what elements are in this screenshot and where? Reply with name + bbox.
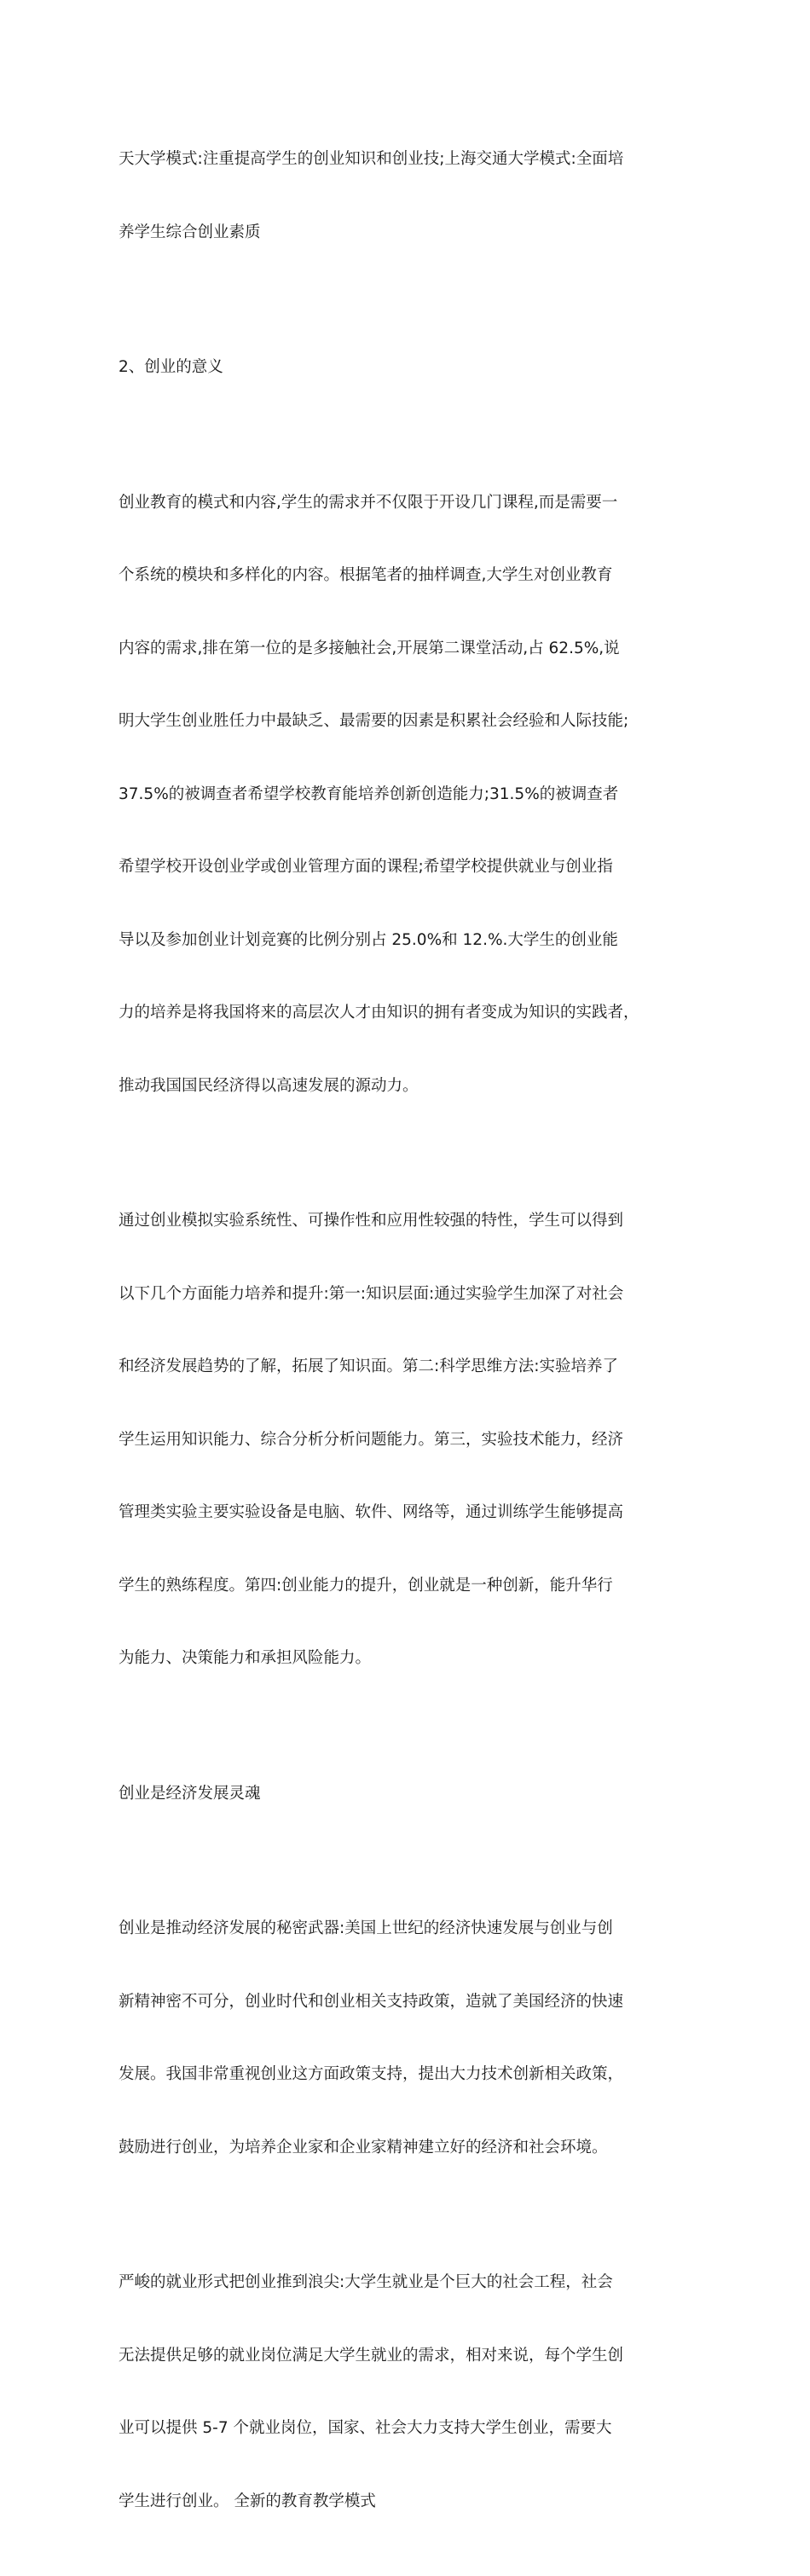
text-line: 创业是经济发展灵魂 (119, 1784, 261, 1803)
text-line: 内容的需求,排在第一位的是多接触社会,开展第二课堂活动,占 62.5%,说 (119, 639, 620, 657)
text-line: 无法提供足够的就业岗位满足大学生就业的需求，相对来说，每个学生创 (119, 2346, 624, 2365)
paragraph-university-models (119, 99, 707, 293)
text-line: 明大学生创业胜任力中最缺乏、最需要的因素是积累社会经验和人际技能; (119, 712, 629, 730)
paragraph-simulation-experiment (119, 1161, 707, 1720)
text-line: 通过创业模拟实验系统性、可操作性和应用性较强的特性，学生可以得到 (119, 1212, 624, 1230)
text-line: 创业教育的模式和内容,学生的需求并不仅限于开设几门课程,而是需要一 (119, 493, 618, 512)
text-line: 管理类实验主要实验设备是电脑、软件、网络等，通过训练学生能够提高 (119, 1503, 624, 1521)
text-line: 学生的熟练程度。第四:创业能力的提升，创业就是一种创新，能升华行 (119, 1576, 613, 1595)
text-line: 天大学模式:注重提高学生的创业知识和创业技;上海交通大学模式:全面培 (119, 150, 624, 168)
text-line: 学生运用知识能力、综合分析分析问题能力。第三，实验技术能力，经济 (119, 1430, 624, 1449)
text-line: 37.5%的被调查者希望学校教育能培养创新创造能力;31.5%的被调查者 (119, 784, 619, 803)
section-heading-economic-soul (119, 1734, 707, 1855)
text-line: 2、创业的意义 (119, 358, 223, 376)
section-heading-significance (119, 307, 707, 429)
text-line: 以下几个方面能力培养和提升:第一:知识层面:通过实验学生加深了对社会 (119, 1284, 624, 1303)
paragraph-education-content (119, 443, 707, 1148)
text-line: 学生进行创业。 全新的教育教学模式 (119, 2492, 376, 2510)
text-line: 和经济发展趋势的了解，拓展了知识面。第二:科学思维方法:实验培养了 (119, 1357, 618, 1375)
text-line: 养学生综合创业素质 (119, 223, 261, 241)
text-line: 业可以提供 5-7 个就业岗位，国家、社会大力支持大学生创业，需要大 (119, 2419, 612, 2437)
text-line: 严峻的就业形式把创业推到浪尖:大学生就业是个巨大的社会工程，社会 (119, 2273, 613, 2291)
text-line: 个系统的模块和多样化的内容。根据笔者的抽样调查,大学生对创业教育 (119, 566, 613, 584)
text-line: 力的培养是将我国将来的高层次人才由知识的拥有者变成为知识的实践者， (119, 1004, 639, 1022)
text-line: 导以及参加创业计划竞赛的比例分别占 25.0%和 12.%.大学生的创业能 (119, 930, 618, 949)
text-line: 新精神密不可分，创业时代和创业相关支持政策，造就了美国经济的快速 (119, 1992, 624, 2011)
text-line: 希望学校开设创业学或创业管理方面的课程;希望学校提供就业与创业指 (119, 858, 613, 876)
text-line: 为能力、决策能力和承担风险能力。 (119, 1649, 372, 1667)
paragraph-employment-situation (119, 2222, 707, 2562)
text-line: 创业是推动经济发展的秘密武器:美国上世纪的经济快速发展与创业与创 (119, 1919, 613, 1937)
text-line: 鼓励进行创业，为培养企业家和企业家精神建立好的经济和社会环境。 (119, 2138, 608, 2156)
text-line: 发展。我国非常重视创业这方面政策支持，提出大力技术创新相关政策， (119, 2065, 624, 2083)
paragraph-secret-weapon (119, 1868, 707, 2208)
document-page (119, 99, 707, 2576)
text-line: 推动我国国民经济得以高速发展的源动力。 (119, 1076, 419, 1095)
